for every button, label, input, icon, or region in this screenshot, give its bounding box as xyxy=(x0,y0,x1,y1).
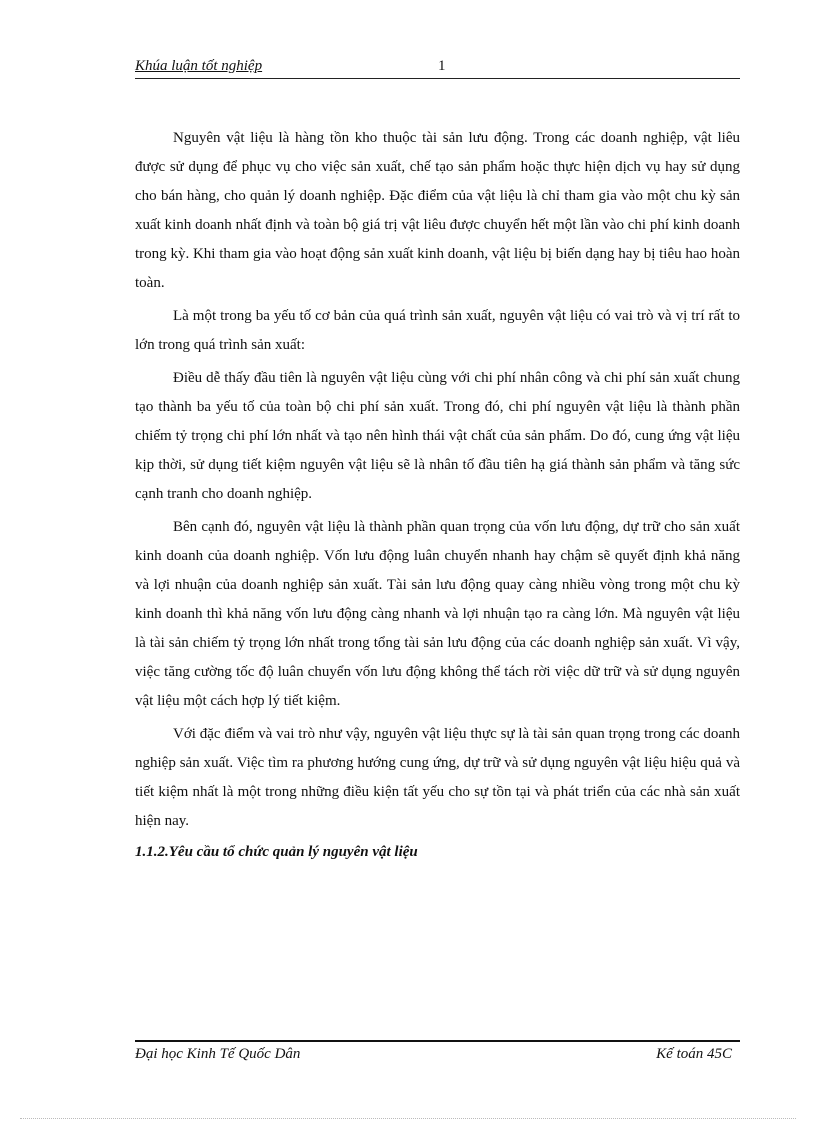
footer-university: Đại học Kinh Tế Quốc Dân xyxy=(135,1046,301,1062)
page-number: 1 xyxy=(438,58,446,74)
paragraph: Với đặc điểm và vai trò như vậy, nguyên vật liệu thực sự là tài sản quan trọng trong các doanh nghiệp sản xuất. Việc tìm ra phương hướng cung ứng, dự trữ và sử dụng nguyên vật liệu hiệu quả và tiết kiệm nhất là một trong những điều kiện tất yếu cho sự tồn tại và phát triển của các nhà sản xuất hiện nay. xyxy=(135,726,740,829)
paragraph: Bên cạnh đó, nguyên vật liệu là thành phần quan trọng của vốn lưu động, dự trữ cho sản xuất kinh doanh của doanh nghiệp. Vốn lưu động luân chuyển nhanh hay chậm sẽ quyết định khả năng và lợi nhuận của doanh nghiệp sản xuất. Tài sản lưu động quay càng nhiều vòng trong một chu kỳ kinh doanh thì khả năng vốn lưu động càng nhanh và lợi nhuận tạo ra càng lớn. Mà nguyên vật liệu là tài sản chiếm tỷ trọng lớn nhất trong tổng tài sản lưu động của các doanh nghiệp sản xuất. Vì vậy, việc tăng cường tốc độ luân chuyển vốn lưu động không thể tách rời việc dữ trữ và sử dụng nguyên vật liệu một cách hợp lý tiết kiệm. xyxy=(135,519,740,709)
footer-class: Kế toán 45C xyxy=(656,1046,732,1062)
header-title: Khúa luận tốt nghiệp xyxy=(135,58,263,74)
page-header xyxy=(135,58,740,79)
paragraph: Nguyên vật liệu là hàng tồn kho thuộc tài sản lưu động. Trong các doanh nghiệp, vật liêu được sử dụng để phục vụ cho việc sản xuất, chế tạo sản phẩm hoặc thực hiện dịch vụ hay sử dụng cho bán hàng, cho quản lý doanh nghiệp. Đặc điểm của vật liệu là chỉ tham gia vào một chu kỳ sản xuất kinh doanh nhất định và toàn bộ giá trị vật liêu được chuyển hết một lần vào chi phí kinh doanh trong kỳ. Khi tham gia vào hoạt động sản xuất kinh doanh, vật liệu bị biến dạng hay bị tiêu hao hoàn toàn. xyxy=(135,130,740,291)
page-edge-divider xyxy=(20,1118,796,1119)
paragraph: Điều dễ thấy đầu tiên là nguyên vật liệu cùng với chi phí nhân công và chi phí sản xuất chung tạo thành ba yếu tố của toàn bộ chi phí sản xuất. Trong đó, chi phí nguyên vật liệu là thành phần chiếm tỷ trọng chi phí lớn nhất và tạo nên hình thái vật chất của sản phẩm. Do đó, cung ứng vật liệu kịp thời, sử dụng tiết kiệm nguyên vật liệu sẽ là nhân tố đầu tiên hạ giá thành sản phẩm và tăng sức cạnh tranh cho doanh nghiệp. xyxy=(135,370,740,502)
document-body xyxy=(135,124,740,867)
paragraph: Là một trong ba yếu tố cơ bản của quá trình sản xuất, nguyên vật liệu có vai trò và vị trí rất to lớn trong quá trình sản xuất: xyxy=(135,308,740,353)
section-heading: 1.1.2.Yêu cầu tổ chức quản lý nguyên vật liệu xyxy=(135,844,418,860)
page-footer xyxy=(135,1040,740,1070)
